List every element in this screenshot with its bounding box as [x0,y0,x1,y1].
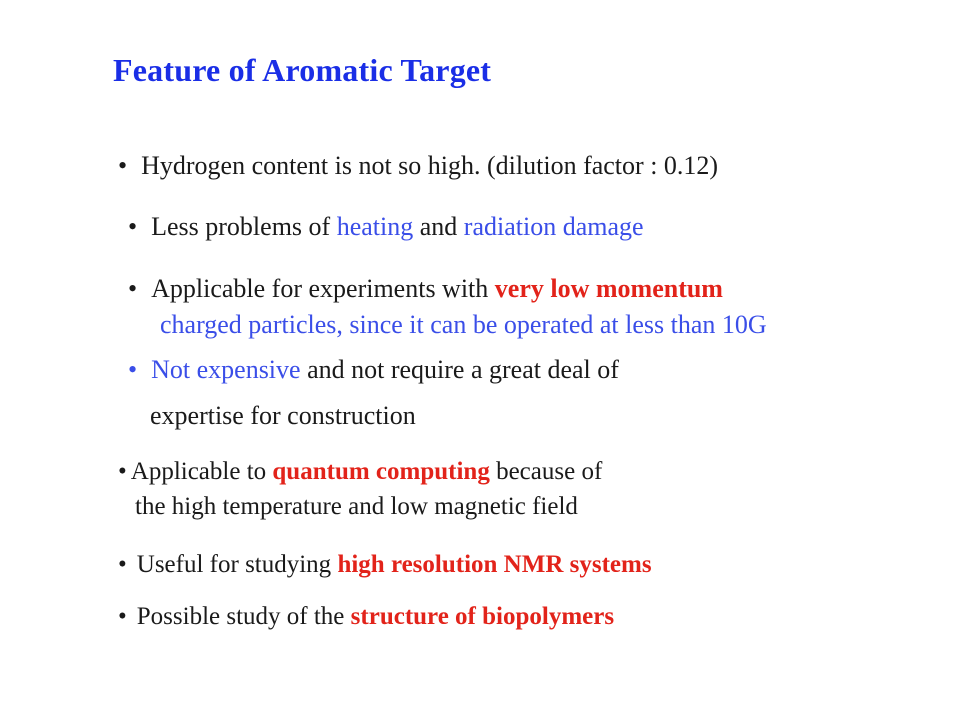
item-text: Less problems of [151,212,337,241]
highlight-very-low-momentum: very low momentum [494,274,723,303]
highlight-structure-of-biopolymers: structure of biopolymers [350,603,615,630]
bullet-item-not-expensive [128,354,619,386]
bullet-dot: • [128,355,138,384]
bullet-dot: • [118,151,128,180]
bullet-dot: • [128,274,138,303]
bullet-item-hydrogen-content [118,150,718,182]
item-text: Possible study of the [136,603,351,630]
bullet-dot: • [118,551,127,578]
item-text: and not require a great deal of [300,355,619,384]
highlight-nmr-systems: high resolution NMR systems [337,551,652,578]
item-text: Useful for studying [136,551,338,578]
highlight-radiation-damage: radiation damage [463,212,644,241]
item-continuation-expertise: expertise for construction [150,401,416,430]
item-text: because of [489,458,603,485]
slide-title: Feature of Aromatic Target [113,52,492,88]
bullet-dot: • [118,458,127,485]
item-text: Applicable to [130,458,273,485]
item-continuation-high-temperature: the high temperature and low magnetic field [135,493,578,520]
highlight-quantum-computing: quantum computing [272,458,490,485]
bullet-item-nmr-systems [118,549,652,581]
item-text: and [413,212,464,241]
bullet-item-less-problems [128,211,644,243]
bullet-dot: • [118,603,127,630]
bullet-item-quantum-computing [118,456,602,488]
highlight-heating: heating [336,212,414,241]
bullet-item-biopolymers [118,601,614,633]
item-continuation-charged-particles: charged particles, since it can be operated at less than 10G [160,310,767,339]
bullet-dot: • [128,212,138,241]
item-text: Applicable for experiments with [151,274,495,303]
bullet-item-low-momentum [128,273,723,305]
highlight-not-expensive: Not expensive [151,355,301,384]
item-text: Hydrogen content is not so high. (dilution factor : 0.12) [141,151,719,180]
